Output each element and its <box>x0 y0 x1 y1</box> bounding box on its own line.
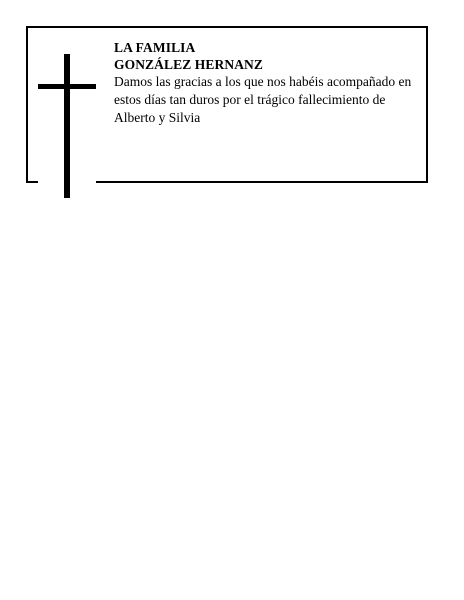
notice-text-block <box>114 39 420 127</box>
gratitude-message: Damos las gracias a los que nos habéis acompañado en estos días tan duros por el trágico fallecimiento de Alberto y Silvia <box>114 74 412 125</box>
family-heading-line1: LA FAMILIA <box>114 40 196 55</box>
cross-vertical-bar <box>64 54 70 198</box>
family-heading-line2: GONZÁLEZ HERNANZ <box>114 57 263 72</box>
cross-horizontal-bar <box>38 84 96 89</box>
